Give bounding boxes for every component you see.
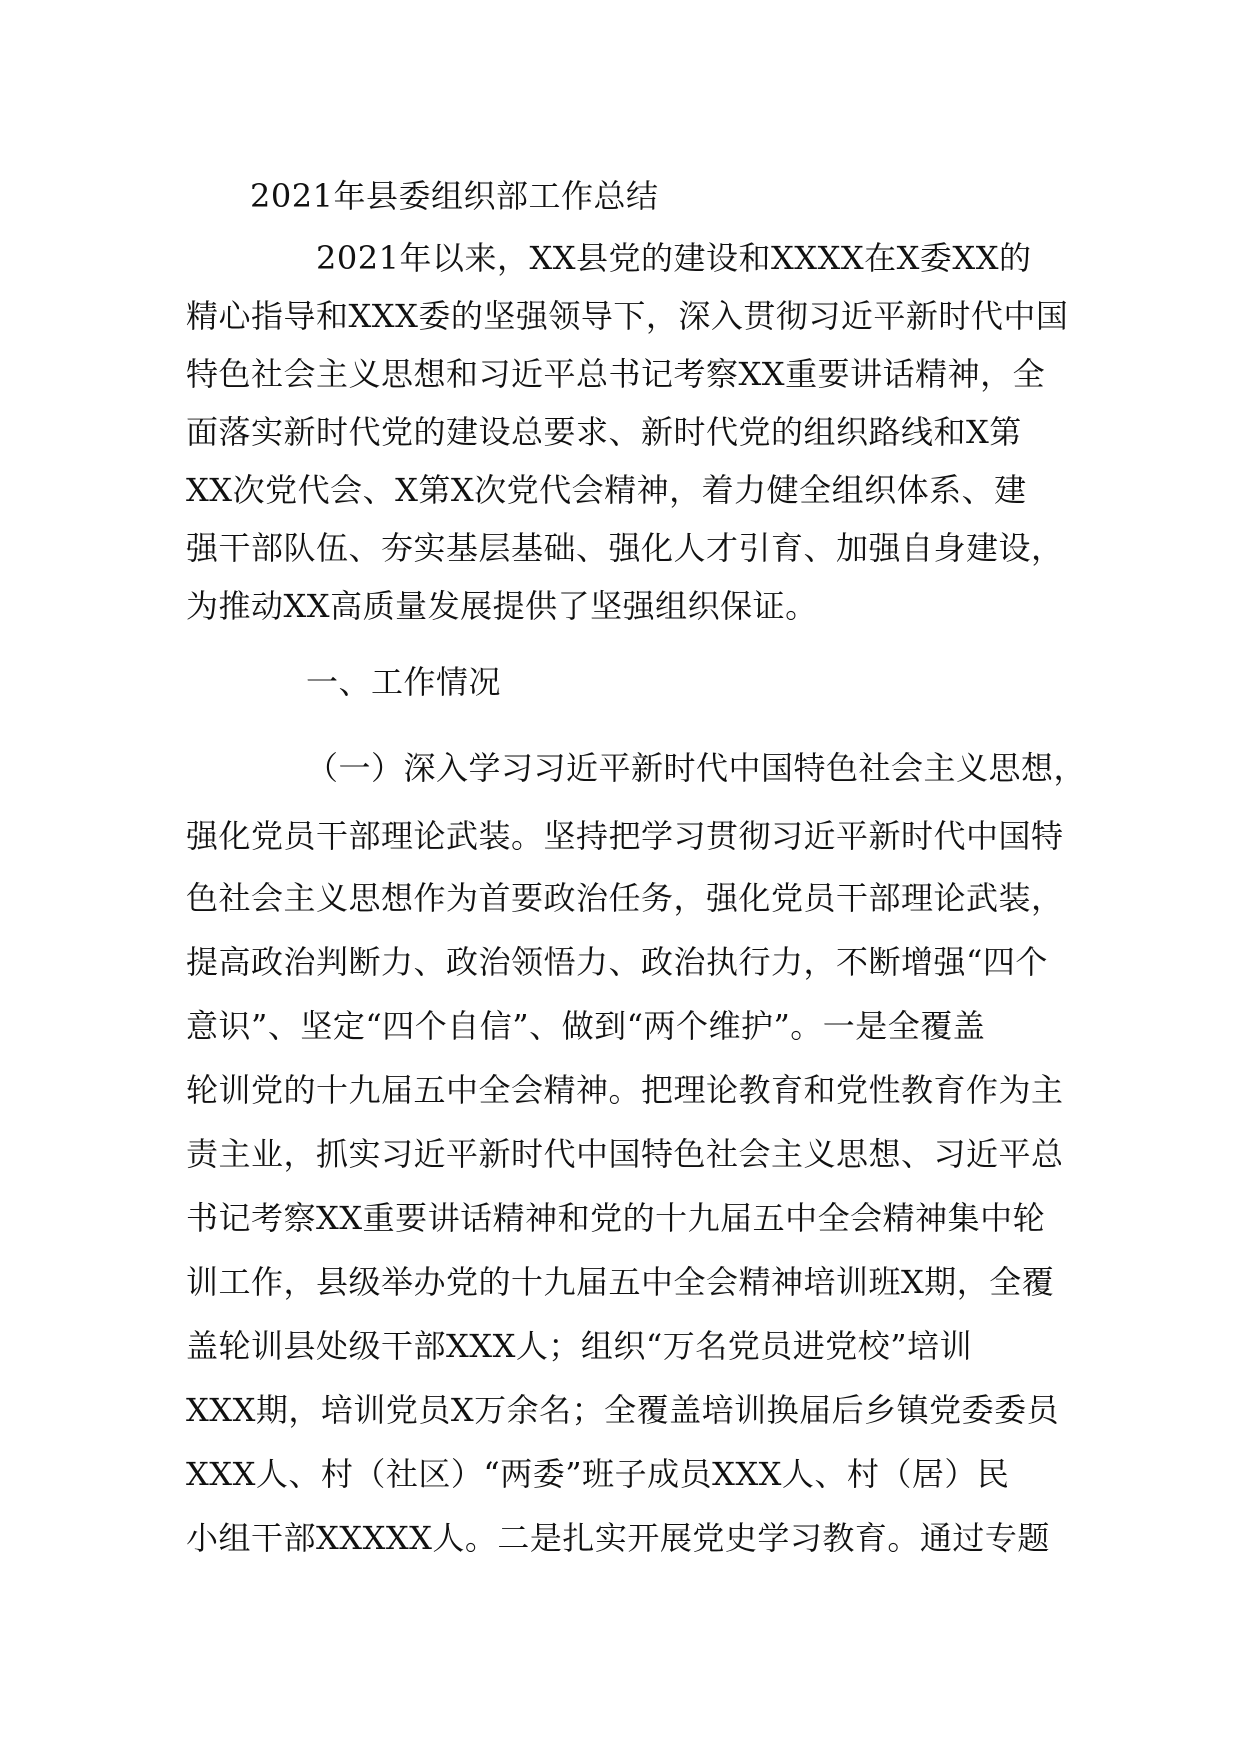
paragraph-line: XX次党代会、X第X次党代会精神，着力健全组织体系、建 [186, 471, 1027, 509]
paragraph-line: 意识”、坚定“四个自信”、做到“两个维护”。一是全覆盖 [186, 1007, 986, 1045]
paragraph-line: 提高政治判断力、政治领悟力、政治执行力，不断增强“四个 [186, 943, 1048, 981]
paragraph-line: 为推动XX高质量发展提供了坚强组织保证。 [186, 587, 818, 625]
subsection-heading: （一）深入学习习近平新时代中国特色社会主义思想， [306, 749, 1087, 787]
paragraph-line: 书记考察XX重要讲话精神和党的十九届五中全会精神集中轮 [186, 1199, 1046, 1237]
paragraph-line: XXX人、村（社区）“两委”班子成员XXX人、村（居）民 [186, 1455, 1010, 1493]
document-title: 2021年县委组织部工作总结 [250, 177, 659, 215]
paragraph-line: 色社会主义思想作为首要政治任务，强化党员干部理论武装， [186, 879, 1064, 917]
paragraph-line: 面落实新时代党的建设总要求、新时代党的组织路线和X第 [186, 413, 1022, 451]
paragraph-line: XXX期，培训党员X万余名；全覆盖培训换届后乡镇党委委员 [186, 1391, 1060, 1429]
paragraph-line: 小组干部XXXXX人。二是扎实开展党史学习教育。通过专题 [186, 1519, 1050, 1557]
paragraph-line: 训工作，县级举办党的十九届五中全会精神培训班X期，全覆 [186, 1263, 1055, 1301]
paragraph-line: 精心指导和XXX委的坚强领导下，深入贯彻习近平新时代中国 [186, 297, 1069, 335]
paragraph-line: 强化党员干部理论武装。坚持把学习贯彻习近平新时代中国特 [186, 817, 1064, 855]
paragraph-line: 轮训党的十九届五中全会精神。把理论教育和党性教育作为主 [186, 1071, 1064, 1109]
section-heading: 一、工作情况 [306, 663, 502, 701]
paragraph-line: 2021年以来，XX县党的建设和XXXX在X委XX的 [316, 239, 1032, 277]
paragraph-line: 特色社会主义思想和习近平总书记考察XX重要讲话精神，全 [186, 355, 1046, 393]
paragraph-line: 强干部队伍、夯实基层基础、强化人才引育、加强自身建设， [186, 529, 1064, 567]
paragraph-line: 责主业，抓实习近平新时代中国特色社会主义思想、习近平总 [186, 1135, 1064, 1173]
paragraph-line: 盖轮训县处级干部XXX人；组织“万名党员进党校”培训 [186, 1327, 973, 1365]
